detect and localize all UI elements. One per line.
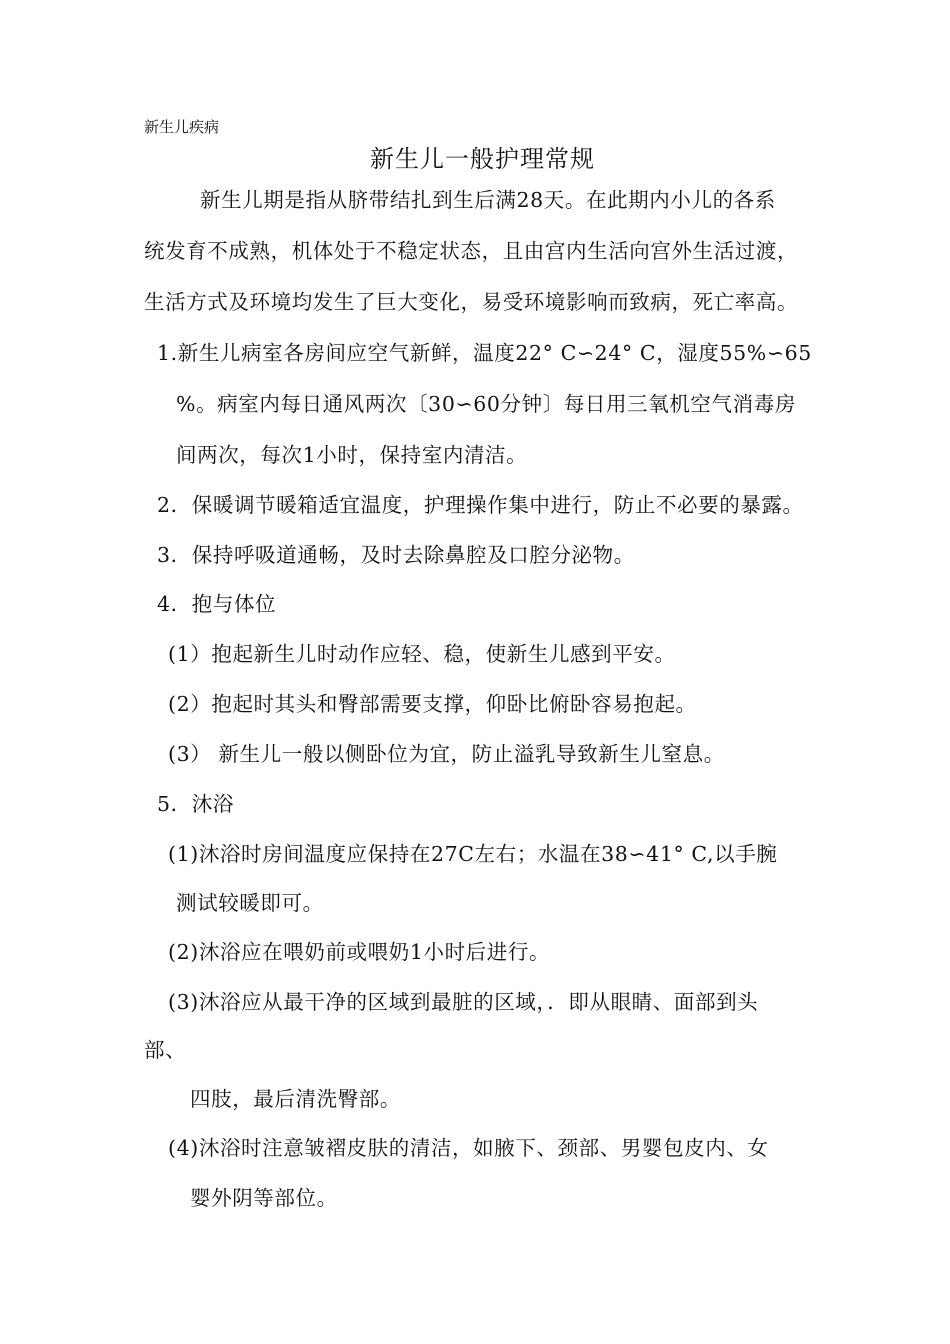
item-5-sub-1-line-2: 测试较暖即可。 xyxy=(176,891,324,915)
item-5-sub-2: (2)沐浴应在喂奶前或喂奶1小时后进行。 xyxy=(168,940,551,964)
item-5-sub-4-line-1: (4)沐浴时注意皱褶皮肤的清洁，如腋下、颈部、男婴包皮内、女 xyxy=(168,1136,769,1160)
item-1-line-1: 1.新生儿病室各房间应空气新鲜，温度22° C∽24° C，湿度55%∽65 xyxy=(157,341,812,365)
item-5-heading: 5．沐浴 xyxy=(157,792,234,816)
item-1-line-3: 间两次，每次1小时，保持室内清洁。 xyxy=(176,443,528,467)
item-3: 3．保持呼吸道通畅，及时去除鼻腔及口腔分泌物。 xyxy=(157,543,635,567)
item-4-heading: 4．抱与体位 xyxy=(157,592,277,616)
item-1-line-2: %。病室内每日通风两次〔30∽60分钟〕每日用三氧机空气消毒房 xyxy=(176,392,796,416)
intro-line-1: 新生儿期是指从脐带结扎到生后满28天。在此期内小儿的各系 xyxy=(200,188,776,212)
page-header: 新生儿疾病 xyxy=(144,118,220,136)
item-2: 2．保暖调节暖箱适宜温度，护理操作集中进行，防止不必要的暴露。 xyxy=(157,493,804,517)
document-title: 新生儿一般护理常规 xyxy=(370,145,595,173)
item-4-sub-1: (1）抱起新生儿时动作应轻、稳，使新生儿感到平安。 xyxy=(168,642,676,666)
item-5-sub-3-line-2: 部、 xyxy=(144,1038,187,1062)
intro-line-2: 统发育不成熟，机体处于不稳定状态，且由宫内生活向宫外生活过渡， xyxy=(144,239,799,263)
item-4-sub-3: (3） 新生儿一般以侧卧位为宜，防止溢乳导致新生儿窒息。 xyxy=(168,742,725,766)
intro-line-3: 生活方式及环境均发生了巨大变化，易受环境影响而致病，死亡率高。 xyxy=(144,290,799,314)
item-4-sub-2: (2）抱起时其头和臀部需要支撑，仰卧比俯卧容易抱起。 xyxy=(168,692,697,716)
item-5-sub-3-line-3: 四肢，最后清洗臀部。 xyxy=(190,1087,401,1111)
item-5-sub-1-line-1: (1)沐浴时房间温度应保持在27C左右；水温在38∽41° C,以手腕 xyxy=(168,842,778,866)
item-5-sub-3-line-1: (3)沐浴应从最干净的区域到最脏的区域，．即从眼睛、面部到头 xyxy=(168,990,759,1014)
item-5-sub-4-line-2: 婴外阴等部位。 xyxy=(190,1186,338,1210)
